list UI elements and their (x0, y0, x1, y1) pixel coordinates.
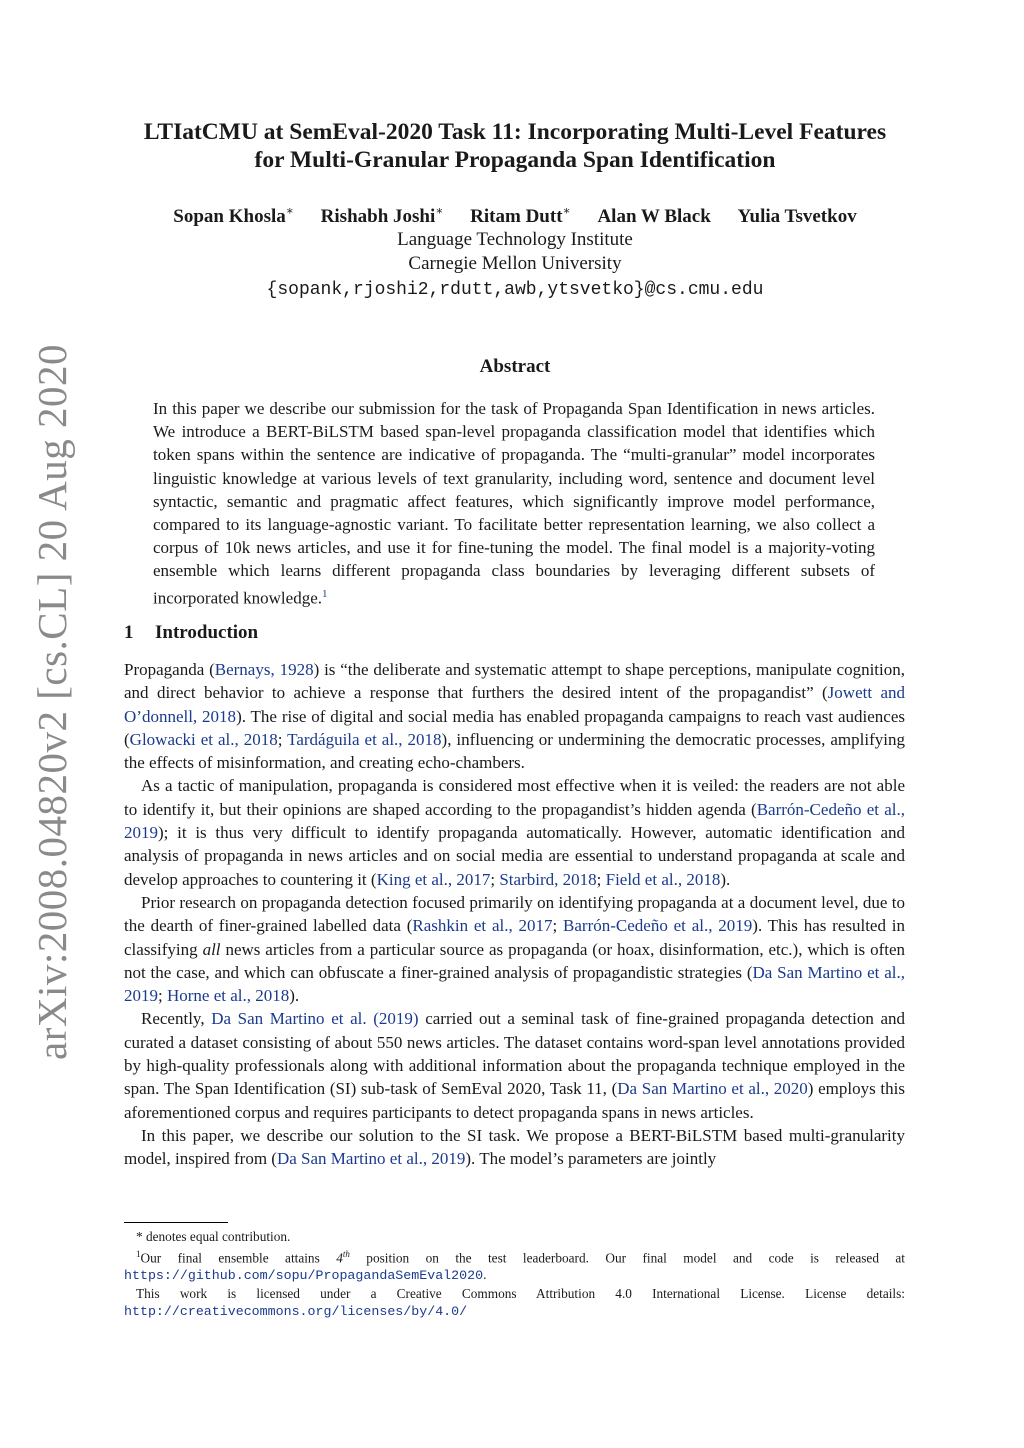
paragraph-4: Recently, Da San Martino et al. (2019) carried out a seminal task of fine-grained propaganda detection and curated a dataset consisting of about 550 news articles. The dataset contains word-span level annotations provided by high-quality professionals along with additional information about the propaganda technique employed in the span. The Span Identification (SI) sub-task of SemEval 2020, Task 11, (Da San Martino et al., 2020) employs this aforementioned corpus and requires participants to detect propaganda spans in news articles. (124, 1009, 905, 1122)
citation-link[interactable]: Field et al., 2018 (605, 869, 721, 889)
affiliation-institute: Language Technology Institute (397, 229, 633, 250)
citation-link[interactable]: Horne et al., 2018 (166, 986, 290, 1006)
title-line-1: LTIatCMU at SemEval-2020 Task 11: Incorporating Multi-Level Features (143, 119, 887, 145)
code-release-link[interactable]: https://github.com/sopu/PropagandaSemEval2020 (124, 1268, 484, 1284)
title-line-2: for Multi-Granular Propaganda Span Identification (254, 147, 776, 173)
citation-link[interactable]: Barrón-Cedeño et al., 2019 (124, 799, 905, 843)
paragraph-5: In this paper, we describe our solution to the SI task. We propose a BERT-BiLSTM based multi-granularity model, inspired from (Da San Martino et al., 2019). The model’s parameters are jointly (124, 1125, 905, 1169)
author-emails: {sopank,rjoshi2,rdutt,awb,ytsvetko}@cs.cmu.edu (266, 280, 764, 300)
citation-link[interactable]: King et al., 2017 (376, 869, 491, 889)
footnote-ref-1[interactable]: 1 (322, 587, 328, 600)
citation-link[interactable]: Bernays, 1928 (214, 660, 314, 679)
paragraph-2: As a tactic of manipulation, propaganda is considered most effective when it is veiled: the readers are not able to identify it, but their opinions are shaped according to the propagandist’s hidden agenda (Barrón-Cedeño et al., 2019); it is thus very difficult to identify propaganda automatically. However, automatic identification and analysis of propaganda in news articles and on social media are essential to understand propaganda at scale and develop approaches to countering it (King et al., 2017; Starbird, 2018; Field et al., 2018). (124, 776, 905, 889)
paper-title (110, 118, 920, 174)
abstract-body (153, 397, 875, 609)
license-link[interactable]: http://creativecommons.org/licenses/by/4.0/ (124, 1304, 468, 1320)
introduction-body (124, 658, 905, 1171)
affiliation-university: Carnegie Mellon University (408, 253, 622, 274)
citation-link[interactable]: Rashkin et al., 2017 (412, 916, 553, 936)
citation-link[interactable]: Jowett and O’donnell, 2018 (124, 683, 905, 726)
arxiv-side-stamp: arXiv:2008.04820v2 [cs.CL] 20 Aug 2020 (29, 344, 75, 1060)
abstract-text: In this paper we describe our submission for the task of Propaganda Span Identification in news articles. We introduce a BERT-BiLSTM based span-level propaganda classification model that identifies which token spans within the sentence are indicative of propaganda. The “multi-granular” model incorporates linguistic knowledge at various levels of text granularity, including word, sentence and document level syntactic, semantic and pragmatic affect features, which significantly improve model performance, compared to its language-agnostic variant. To facilitate better representation learning, we also collect a corpus of 10k news articles, and use it for fine-tuning the model. The final model is a majority-voting ensemble which learns different propaganda class boundaries by leveraging different subsets of incorporated knowledge. (153, 399, 875, 608)
footnote-license: This work is licensed under a Creative Commons Attribution 4.0 International License. License details: http://creativecommons.org/licenses/by/4.0/ (124, 1285, 905, 1320)
citation-link[interactable]: Da San Martino et al., 2020 (617, 1079, 808, 1099)
author: Ritam Dutt∗ (470, 204, 571, 228)
citation-link[interactable]: Da San Martino et al., 2019 (276, 1149, 466, 1169)
section-heading-introduction (124, 622, 258, 644)
author: Sopan Khosla∗ (173, 204, 294, 228)
citation-link[interactable]: Starbird, 2018 (499, 869, 597, 889)
citation-link[interactable]: Da San Martino et al. (2019) (211, 1009, 419, 1029)
paragraph-3: Prior research on propaganda detection focused primarily on identifying propaganda at a document level, due to the dearth of finer-grained labelled data (Rashkin et al., 2017; Barrón-Cedeño et al., 2019). This has resulted in classifying all news articles from a particular source as propaganda (or hoax, disinformation, etc.), which is often not the case, and which can obfuscate a finer-grained analysis of propagandistic strategies (Da San Martino et al., 2019; Horne et al., 2018). (124, 892, 906, 1006)
author: Rishabh Joshi∗ (320, 204, 444, 228)
author-list (110, 204, 920, 228)
citation-link[interactable]: Tardáguila et al., 2018 (287, 729, 442, 749)
footnote-rule (124, 1222, 228, 1223)
section-number: 1 (124, 622, 134, 643)
footnote-equal-contribution: * denotes equal contribution. (136, 1229, 291, 1244)
footnotes (124, 1228, 905, 1321)
footnote-1: $^1$Our final ensemble attains 4th position on the test leaderboard. Our final model and code is released at https://github.com/sopu/PropagandaSemEval2020. (124, 1248, 905, 1284)
paragraph-1: Propaganda (Bernays, 1928) is “the deliberate and systematic attempt to shape perceptions, manipulate cognition, and direct behavior to achieve a response that furthers the desired intent of the propagandist” (Jowett and O’donnell, 2018). The rise of digital and social media has enabled propaganda campaigns to reach vast audiences (Glowacki et al., 2018; Tardáguila et al., 2018), influencing or undermining the democratic processes, amplifying the effects of misinformation, and creating echo-chambers. (124, 660, 905, 773)
citation-link[interactable]: Barrón-Cedeño et al., 2019 (563, 916, 753, 936)
citation-link[interactable]: Glowacki et al., 2018 (129, 729, 278, 749)
author: Alan W Black (597, 206, 711, 228)
citation-link[interactable]: Da San Martino et al., 2019 (124, 962, 905, 1006)
section-title: Introduction (155, 622, 259, 643)
author: Yulia Tsvetkov (737, 206, 857, 228)
abstract-heading: Abstract (479, 356, 551, 377)
